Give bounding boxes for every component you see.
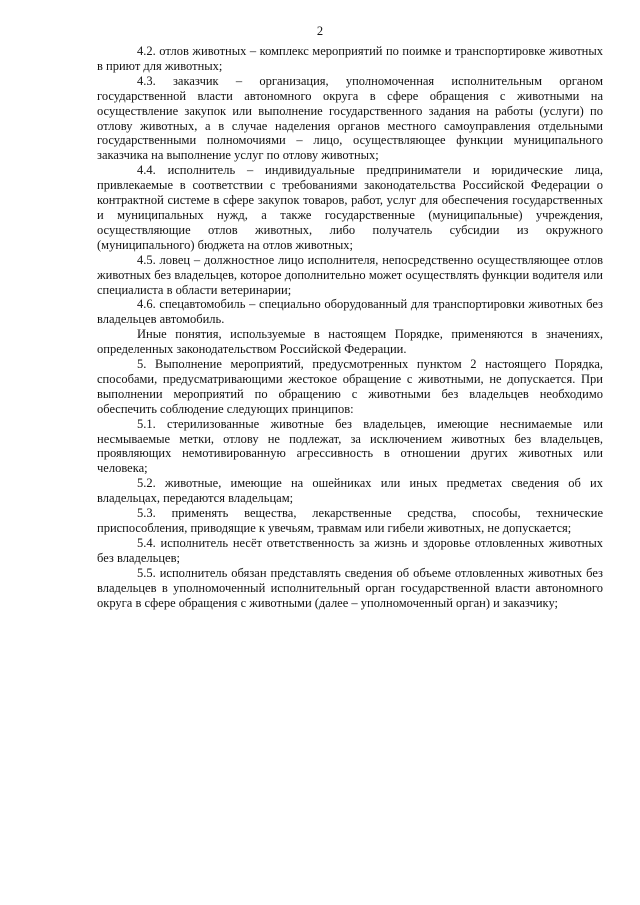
paragraph-5-2: 5.2. животные, имеющие на ошейниках или иных предметах сведения об их владельцах, передаются владельцам;	[97, 476, 603, 506]
paragraph-4-4: 4.4. исполнитель – индивидуальные предприниматели и юридические лица, привлекаемые в соответствии с требованиями законодательства Российской Федерации о контрактной системе в сфере закупок товаров, работ, услуг для обеспечения государственных и муниципальных нужд, а также государственные (муниципальные) учреждения, осуществляющие отлов животных, либо получатель субсидии из окружного (муниципального) бюджета на отлов животных;	[97, 163, 603, 252]
paragraph-5-3: 5.3. применять вещества, лекарственные средства, способы, технические приспособления, приводящие к увечьям, травмам или гибели животных, не допускается;	[97, 506, 603, 535]
paragraph-5-1: 5.1. стерилизованные животные без владельцев, имеющие неснимаемые или несмываемые метки, отлову не подлежат, за исключением животных без владельцев, проявляющих немотивированную агрессивность в отношении других животных или человека;	[97, 416, 603, 476]
paragraph-5-4: 5.4. исполнитель несёт ответственность за жизнь и здоровье отловленных животных без владельцев;	[97, 535, 603, 565]
paragraph-other-terms: Иные понятия, используемые в настоящем Порядке, применяются в значениях, определенных законодательством Российской Федерации.	[97, 327, 603, 357]
page-number: 2	[316, 24, 324, 38]
document-body	[97, 44, 603, 610]
paragraph-5-5: 5.5. исполнитель обязан представлять сведения об объеме отловленных животных без владельцев в уполномоченный исполнительный орган государственной власти автономного округа в сфере обращения с животными (далее – уполномоченный орган) и заказчику;	[97, 565, 603, 610]
paragraph-4-2: 4.2. отлов животных – комплекс мероприятий по поимке и транспортировке животных в приют для животных;	[97, 44, 603, 73]
paragraph-5: 5. Выполнение мероприятий, предусмотренных пунктом 2 настоящего Порядка, способами, предусматривающими жестокое обращение с животными, не допускается. При выполнении мероприятий по обращению с животными без владельцев необходимо обеспечить соблюдение следующих принципов:	[97, 357, 603, 416]
paragraph-4-5: 4.5. ловец – должностное лицо исполнителя, непосредственно осуществляющее отлов животных без владельцев, которое дополнительно может осуществлять функции водителя или специалиста в области ветеринарии;	[97, 252, 603, 297]
paragraph-4-3: 4.3. заказчик – организация, уполномоченная исполнительным органом государственной власти автономного округа в сфере обращения с животными на осуществление закупок или выполнение государственного задания на работы (услуги) по отлову животных, а в случае наделения органов местного самоуправления отдельными государственными полномочиями – лицо, осуществляющее функции муниципального заказчика на выполнение услуг по отлову животных;	[97, 73, 603, 163]
paragraph-4-6: 4.6. спецавтомобиль – специально оборудованный для транспортировки животных без владельцев автомобиль.	[97, 297, 603, 327]
